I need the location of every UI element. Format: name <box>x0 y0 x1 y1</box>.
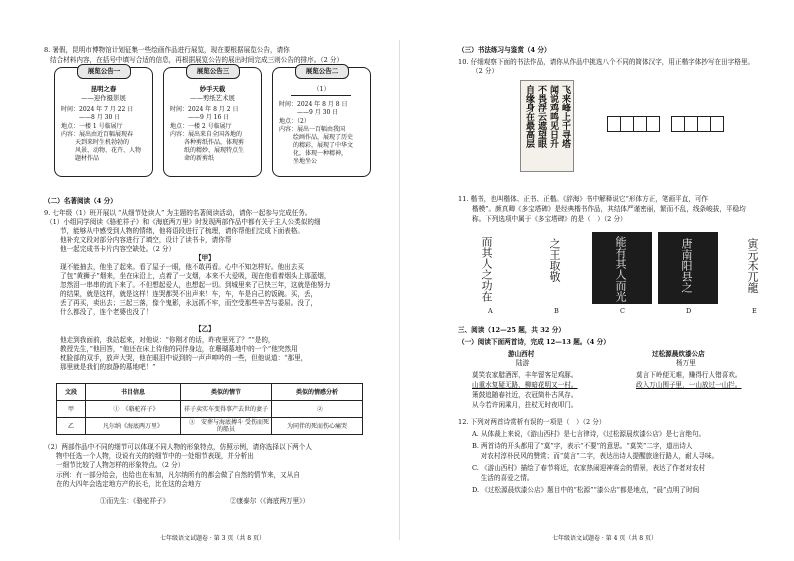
table-header-row <box>57 384 363 401</box>
q9-line: 他补充文段对部分内容进行了填空，设计了读书卡，请你帮 <box>60 236 232 244</box>
option-label: D <box>686 307 692 315</box>
q9-line: 他一起完成书卡片内容空缺处。（2 分） <box>60 245 176 253</box>
poster-line: 风景、动物、花卉、人物 <box>75 147 142 154</box>
table-cell: ③ 安葬与海底搏斗 受伤而死的船员 <box>181 418 272 435</box>
option-label: C <box>620 307 625 315</box>
poem-author: 杨万里 <box>676 359 696 367</box>
table-header: 文段 <box>57 384 86 401</box>
calligraphy-column: 闻说鸡鸣见日升 <box>548 85 558 148</box>
q9b-line: 示例：有一部分给会，也给也在布加，凡尔纳所有的都会做了自然的情节来，又从自 <box>56 471 300 479</box>
poster-line: 地点：（2） <box>279 118 310 125</box>
poster-subtitle: ——迎作摄影展 <box>81 94 126 102</box>
q8-line-2: 结合材料内容，在括号中填写合适的信息，再根据展览公告的展出时间完成三则公告的排序。（2 分） <box>50 56 344 64</box>
grid-cell[interactable] <box>710 116 724 132</box>
table-row <box>57 401 363 418</box>
q11-line: 11. 楷书，也叫楷体、正书、正楷。《辞海》书中解释说它“形体方正，笔画平直，可作 <box>458 195 709 203</box>
poster-line: ——9 月 16 日 <box>188 114 230 121</box>
table-cell: ① 《骆驼祥子》 <box>86 401 181 418</box>
poster-line: 坐地坐公 <box>293 158 318 165</box>
jia-paragraph: 现不能抽去，他坐了起来。看了屋子一眼，他不敢再看。心中不知怎样好。他出去买 <box>60 263 304 271</box>
table-cell: 凡尔纳《海底两万里》 <box>86 418 181 435</box>
jia-paragraph: 的结果，就是这样，就是这样！连哭都哭不出声来！车，车，车是自己的饭碗。买，丢， <box>60 290 318 298</box>
q12-option[interactable]: C. 《游山西村》描绘了春节将近，农家热闹迎神赛会的情景，表达了作者对农村 <box>472 464 706 472</box>
q12-option[interactable]: B. 两首诗的开头都用了“莫”字，表示“不要”的意思。“莫笑”二字，道出诗人 <box>472 442 693 450</box>
calligraphy-column: 自缘身在最高层 <box>524 85 534 148</box>
poster-line: 内容：展出一百幅由我国 <box>279 126 346 133</box>
section-title: （二）名著阅读（4 分） <box>44 197 117 205</box>
rubbing-d[interactable] <box>658 232 718 304</box>
table-cell: 乙 <box>57 418 86 435</box>
poem-line: 箫鼓追随春社近，衣冠简朴古风存。 <box>472 391 578 399</box>
choice-option[interactable]: ①而先生：《骆驼祥子》 <box>100 497 170 505</box>
poster-line: 天到来时生机勃勃的 <box>75 139 130 146</box>
poster-subtitle: ——剪纸艺术展 <box>190 94 235 102</box>
poster-line: 内容：展出由近百幅展现春 <box>61 131 134 138</box>
rubbing-text: 寅元禾兀龍 <box>746 238 759 293</box>
section-title: （三）书法练习与鉴赏（4 分） <box>458 46 551 54</box>
poster-line: 题材作品 <box>75 155 100 162</box>
q8-line-1: 8. 暑假，昆明市博物馆计划征集一些绘画作品进行展览，现在要根据展览公告，请你 <box>44 46 290 54</box>
page-footer: 七年级语文试题卷 · 第 3 页（共 8 页） <box>160 535 265 542</box>
poem-title: 过松源晨炊漆公店 <box>652 350 705 358</box>
table-row <box>57 418 363 435</box>
poster-tag: 展览公告二 <box>295 64 349 79</box>
yi-paragraph: 他走到我面前，我站起来，对他说：“你刚才的话，昨夜里死了？”“是的， <box>60 336 275 344</box>
table-cell: 甲 <box>57 401 86 418</box>
rubbing-text: 能有其人而光 <box>614 236 627 302</box>
calligraphy-column: 飞来峰上千寻塔 <box>560 85 570 148</box>
poster-line: 命的新剪纸 <box>184 155 215 162</box>
q12-option[interactable]: D. 《过松源晨炊漆公店》题目中的“松源”“漆公店”都是地点，“晨”点明了时间 <box>472 486 700 494</box>
calligraphy-column: 不畏浮云遮望眼 <box>536 85 546 148</box>
q9b-line: 物中任选一个人物，设说有关的的细节中的一处细节表现，并分析出 <box>56 452 254 460</box>
page-footer: 七年级语文试题卷 · 第 4 页（共 8 页） <box>552 535 657 542</box>
choice-option[interactable]: ②康泰尔（《海底两万里》） <box>230 497 310 505</box>
q9b-line: 在的大四年会选定地方产的长毛，比在这的会地方 <box>56 480 202 488</box>
jia-heading: 【甲】 <box>195 254 215 262</box>
poem-line: 政入万山围子里，一山放过一山拦。 <box>636 381 742 389</box>
option-label: A <box>488 307 493 315</box>
poster-line: 地点：一楼 2 号临展厅 <box>170 123 232 130</box>
grid-cell[interactable] <box>633 116 647 132</box>
q12-option[interactable]: A. 从体裁上来说，《游山西村》是七言律诗，《过松源晨炊漆公店》是七言绝句。 <box>472 430 706 438</box>
yi-paragraph: 枕脸部的双手，放声大哭，他在眼泪中说到的一声声呻吟的一些，但他说道：“那里， <box>60 354 308 362</box>
q9b-line: （2）两部作品中不同的细节可以体现不同人物的形象特点，仿照示例，请你选择以下两个人 <box>44 443 312 451</box>
table-cell: 为同伴的死而伤心痛哭 <box>272 418 363 435</box>
poster-title: 妙手天裁 <box>199 85 226 93</box>
q11-line: 称。下列选项中属于《多宝塔碑》的是（ ）（2 分） <box>472 215 627 223</box>
poster-line: 时间：2024 年 8 月 8 日 <box>279 101 348 108</box>
poem-line: 山重水复疑无路，柳暗花明又一村。 <box>472 381 578 389</box>
yi-heading: 【乙】 <box>195 325 215 333</box>
grid-cell[interactable] <box>697 116 711 132</box>
q10-line: （2 分） <box>472 67 499 75</box>
poster-line: 时间：2024 年 8 月 2 日 <box>170 106 239 113</box>
poster-line: 绘画作品，展现了历史 <box>293 134 354 141</box>
jia-paragraph: 丢了再买，卖出去；三起三落，像个鬼影，永远抓不牢，而空受那些辛苦与委屈。没了， <box>60 299 318 307</box>
q9-line: （1）小组同学阅读《骆驼祥子》和《海底两万里》时发现两部作品中都有关于主人公类似的细 <box>46 218 321 226</box>
poster-line: 地点：一楼 1 号临展厅 <box>61 123 123 130</box>
table-header: 类似的情感分析 <box>272 384 363 401</box>
yi-paragraph: 那里就是我们的寂静的墓地吧！” <box>60 363 156 371</box>
calligraphy-artwork <box>520 80 574 172</box>
poster-line: 纸的精妙、展现特点生 <box>184 147 245 154</box>
grid-cell[interactable] <box>607 116 621 132</box>
q11-line: 楷模”。颜真卿《多宝塔碑》是经典楷书作品，其结体严谨密丽，繁而不乱，线条峻拔，平稳均 <box>472 205 746 213</box>
poem-line: 莫笑农家腊酒浑，丰年留客足鸡豚。 <box>472 371 578 379</box>
answer-blank[interactable]: ② <box>272 401 363 418</box>
rubbing-text: 而其人之功在 <box>480 236 493 302</box>
poster-title-blank: （1） <box>313 85 330 93</box>
table-cell: 祥子卖实车变得事产去世的妻子 <box>181 401 272 418</box>
poster-one <box>54 67 153 177</box>
q9-line: 节，能够从中感受到人物的情绪，他将语段进行了梳理，请你帮他们完成下面表格。 <box>60 227 304 235</box>
reading-table <box>56 383 363 435</box>
grid-cell[interactable] <box>671 116 685 132</box>
option-label: B <box>554 307 559 315</box>
writing-grid-2[interactable] <box>672 116 724 132</box>
jia-paragraph: 了包“黄狮子”烟来，坐在床沿上，点着了一支烟，本来不大爱吸，现在他看着烟头上那蓝烟， <box>60 272 331 280</box>
rubbing-text: 之王取敬 <box>548 238 561 282</box>
yi-paragraph: 教授先生，”他回答，“他还在床上待他的同伴身边，在珊瑚墓地中的一个”他突然用 <box>60 345 298 353</box>
grid-cell[interactable] <box>620 116 634 132</box>
poster-line: 化，体现一种精神， <box>293 150 348 157</box>
rubbing-text: 唐南阳县之 <box>680 238 693 293</box>
poem-line: 从今若许闲乘月，拄杖无时夜叩门。 <box>472 401 578 409</box>
jia-paragraph: 什么都没了，连个老婆也没了！ <box>60 308 153 316</box>
writing-grid-1[interactable] <box>608 116 660 132</box>
title-blank-line <box>291 95 351 96</box>
poster-tag: 展览公告一 <box>77 64 131 79</box>
poster-line: 各种剪纸作品，体现剪 <box>184 139 245 146</box>
option-label: E <box>752 307 757 315</box>
reading-subsection: （一）阅读下面两首诗，完成 12—13 题。（4 分） <box>458 338 610 346</box>
q9b-line: 一细节比较了人物怎样的形象特点。（2 分） <box>56 461 185 469</box>
poster-line: 内容：展出来自全国各地的 <box>170 131 243 138</box>
q12-option-cont: 对农村淳朴民风的赞赏；而“莫言”二字，表达出诗人提醒旅途行路人，耐人寻味。 <box>472 452 719 460</box>
poster-line: ——9 月 30 日 <box>297 109 339 116</box>
poem-line: 莫言下岭便无难，赚得行人错喜欢。 <box>636 371 742 379</box>
poster-title: 昆明之春 <box>90 85 117 93</box>
poem-title: 游山西村 <box>508 350 535 358</box>
rubbing-c[interactable] <box>592 232 652 304</box>
rubbing-b[interactable] <box>526 232 586 304</box>
poster-tag: 展览公告三 <box>186 64 240 79</box>
grid-cell[interactable] <box>646 116 660 132</box>
poster-line: 的精彩，展现了中华文 <box>293 142 354 149</box>
q12-option-cont: 生活的喜爱之情。 <box>472 474 534 482</box>
q10-line: 10. 仔细观察下面的书法作品，请你从作品中挑选八个不同的简体汉字，用正楷字体抄写在田字格里。 <box>458 58 755 66</box>
table-header: 类似的情节 <box>181 384 272 401</box>
jia-paragraph: 忽然泪一串串的流下来了。不但想起爱人，也想起一切。到城里来了已快三年，这就是他努力 <box>60 281 331 289</box>
rubbing-a[interactable] <box>460 232 520 304</box>
reading-section-title: 三、阅读（12—25 题，共 32 分） <box>458 326 565 334</box>
poem-author: 陆游 <box>516 359 530 367</box>
grid-cell[interactable] <box>684 116 698 132</box>
poster-three <box>163 67 262 177</box>
rubbing-e[interactable] <box>724 232 784 304</box>
poster-line: ——8 月 30 日 <box>79 114 121 121</box>
q9-line: 9. 七年级（1）班开展以 “从细节处读人” 为主题的名著阅读活动，请你一起参与完成任务。 <box>44 209 312 217</box>
q12-stem: 12. 下列对两首诗赏析有误的一项是（ ）（2 分） <box>458 418 606 426</box>
poster-two <box>272 67 371 177</box>
table-header: 书目信息 <box>86 384 181 401</box>
poster-line: 时间：2024 年 7 月 22 日 <box>61 106 134 113</box>
